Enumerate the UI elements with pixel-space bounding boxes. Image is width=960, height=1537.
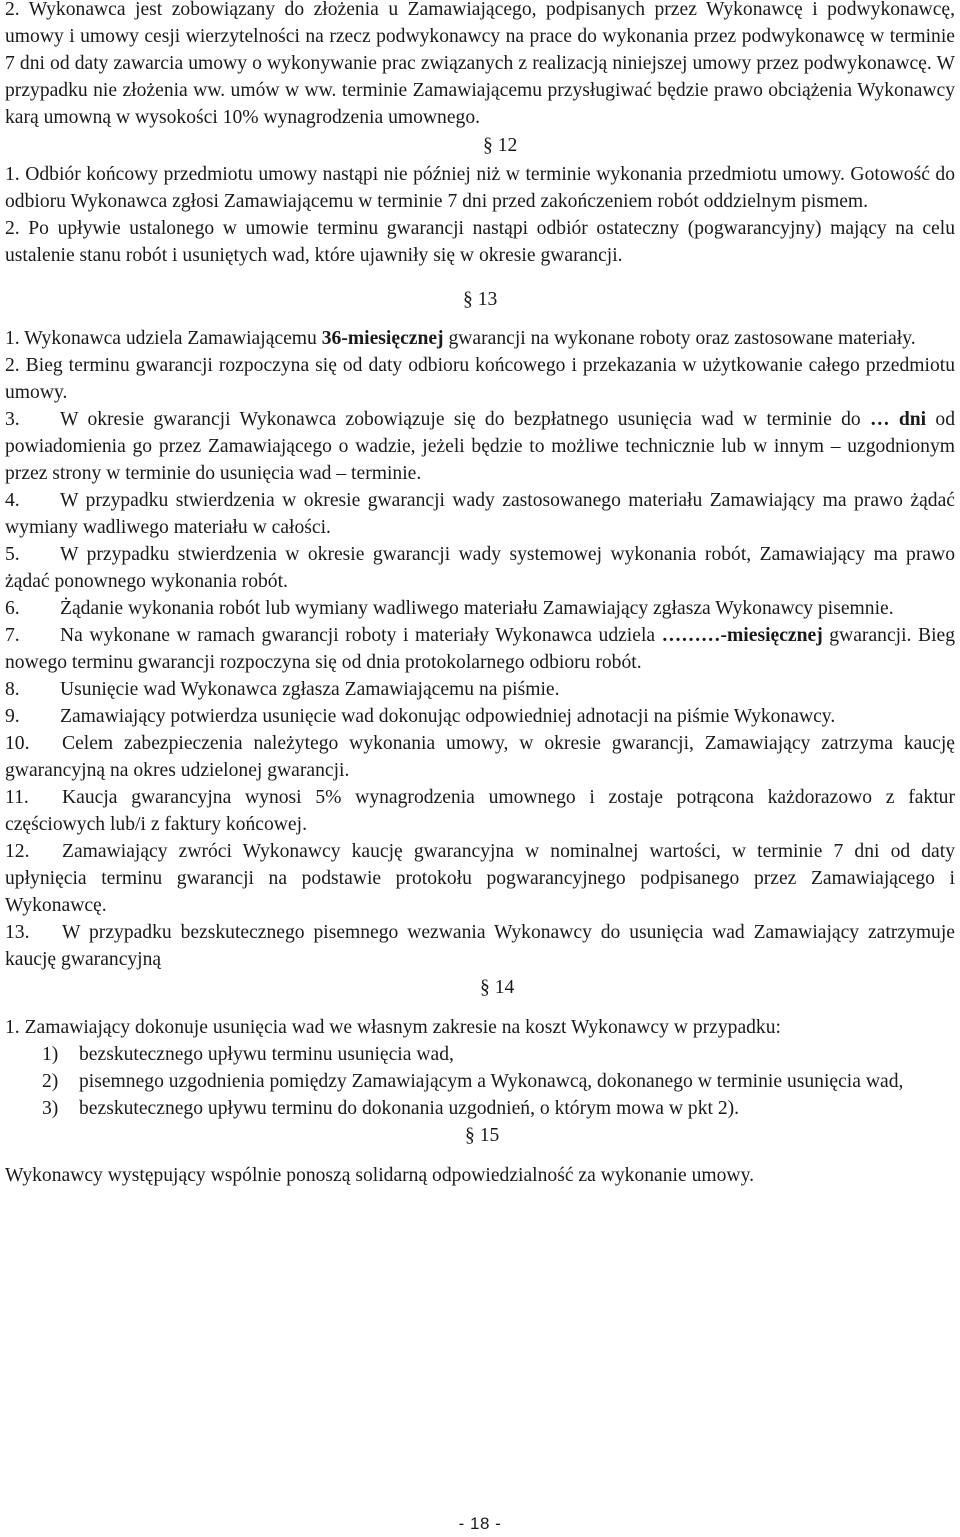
s13-item-3-text-a: W okresie gwarancji Wykonawca zobowiązuje się do bezpłatnego usunięcia wad w terminie do [60,409,870,430]
s12-item-1: 1. Odbiór końcowy przedmiotu umowy nastąpi nie później niż w terminie wykonania przedmiotu umowy. Gotowość do odbioru Wykonawca zgłosi Zamawiającemu w terminie 7 dni przed zakończeniem robót oddzielnym pismem. [5,164,955,212]
s13-item-11 [5,784,955,838]
s13-item-5 [5,541,955,595]
s13-item-6-text: Żądanie wykonania robót lub wymiany wadliwego materiału Zamawiający zgłasza Wykonawcy pisemnie. [60,598,894,619]
s14-case-2-num: 2) [42,1071,59,1092]
s13-item-4-text: W przypadku stwierdzenia w okresie gwarancji wady zastosowanego materiału Zamawiający ma prawo żądać wymiany wadliwego materiału w całości. [5,490,955,538]
s13-item-8 [5,676,955,703]
s13-item-2: 2. Bieg terminu gwarancji rozpoczyna się od daty odbioru końcowego i przekazania w użytkowanie całego przedmiotu umowy. [5,355,955,403]
s13-item-3-num: 3. [5,409,20,430]
list-item [5,1041,955,1068]
s13-item-6 [5,595,955,622]
list-item [5,1068,955,1095]
s14-case-3-num: 3) [42,1098,59,1119]
s13-item-3-text-b: od powiadomienia go przez Zamawiającego o wadzie, jeżeli będzie to możliwe technicznie lub w innym – uzgodnionym przez strony w terminie do usunięcia wad – terminie. [5,409,956,484]
s13-item-6-num: 6. [5,598,20,619]
s13-item-7-num: 7. [5,625,20,646]
page-number: - 18 - [458,1514,502,1533]
s13-item-1-text-b: gwarancji na wykonane roboty oraz zastosowane materiały. [443,328,916,349]
s13-item-12-text: Zamawiający zwróci Wykonawcy kaucję gwarancyjna w nominalnej wartości, w terminie 7 dni od daty upłynięcia terminu gwarancji na podstawie protokołu pogwarancyjnego podpisanego przez Zamawiającego i Wykonawcę. [5,841,955,916]
s13-item-5-text: W przypadku stwierdzenia w okresie gwarancji wady systemowej wykonania robót, Zamawiający ma prawo żądać ponownego wykonania robót. [5,544,955,592]
s13-item-10-text: Celem zabezpieczenia należytego wykonania umowy, w okresie gwarancji, Zamawiający zatrzyma kaucję gwarancyjną na okres udzielonej gwarancji. [5,733,955,781]
s13-item-11-num: 11. [5,787,29,808]
s13-item-3-days: … dni [869,409,927,430]
s13-item-13 [5,919,955,973]
s13-item-9-text: Zamawiający potwierdza usunięcie wad dokonując odpowiedniej adnotacji na piśmie Wykonawcy. [60,706,836,727]
s13-item-7-text-a: Na wykonane w ramach gwarancji roboty i materiały Wykonawca udziela [60,625,662,646]
s13-item-10 [5,730,955,784]
section-heading-15: § 15 [465,1125,500,1146]
section-heading-14: § 14 [480,977,515,998]
s12-item-2: 2. Po upływie ustalonego w umowie terminu gwarancji nastąpi odbiór ostateczny (pogwarancyjny) mający na celu ustalenie stanu robót i usuniętych wad, które ujawniły się w okresie gwarancji. [5,218,955,266]
s14-intro: 1. Zamawiający dokonuje usunięcia wad we własnym zakresie na koszt Wykonawcy w przypadku: [5,1017,781,1038]
section-heading-12: § 12 [483,135,518,156]
s13-item-9-num: 9. [5,706,20,727]
s13-item-1-text-a: 1. Wykonawca udziela Zamawiającemu [5,328,322,349]
s14-case-1-num: 1) [42,1044,59,1065]
s13-item-7-months-blank: ………-miesięcznej [661,625,823,646]
s13-item-13-num: 13. [5,922,30,943]
s13-item-11-text: Kaucja gwarancyjna wynosi 5% wynagrodzenia umownego i zostaje potrącona każdorazowo z faktur częściowych lub/i z faktury końcowej. [5,787,955,835]
s13-item-4-num: 4. [5,490,20,511]
s13-item-10-num: 10. [5,733,30,754]
s15-text: Wykonawcy występujący wspólnie ponoszą solidarną odpowiedzialność za wykonanie umowy. [5,1165,754,1186]
document-body [5,0,955,1189]
s13-item-12 [5,838,955,919]
s13-item-1 [5,325,955,352]
s13-item-13-text: W przypadku bezskutecznego pisemnego wezwania Wykonawcy do usunięcia wad Zamawiający zatrzymuje kaucję gwarancyjną [5,922,955,970]
s13-item-8-text: Usunięcie wad Wykonawca zgłasza Zamawiającemu na piśmie. [60,679,560,700]
s13-item-8-num: 8. [5,679,20,700]
s14-case-1-text: bezskutecznego upływu terminu usunięcia wad, [79,1044,454,1065]
s13-item-4 [5,487,955,541]
s14-case-3-text: bezskutecznego upływu terminu do dokonania uzgodnień, o którym mowa w pkt 2). [79,1098,740,1119]
list-item [5,1095,955,1122]
s13-item-7 [5,622,955,676]
s13-item-5-num: 5. [5,544,20,565]
s13-item-12-num: 12. [5,841,30,862]
paragraph-subcontractor-agreements: 2. Wykonawca jest zobowiązany do złożenia u Zamawiającego, podpisanych przez Wykonawcę i podwykonawcę, umowy i umowy cesji wierzytelności na rzecz podwykonawcy na prace do wykonania przez podwykonawcę w terminie 7 dni od daty zawarcia umowy o wykonywanie prac związanych z realizacją niniejszej umowy przez podwykonawcę. W przypadku nie złożenia ww. umów w ww. terminie Zamawiającemu przysługiwać będzie prawo obciążenia Wykonawcy karą umowną w wysokości 10% wynagrodzenia umownego. [5,0,955,128]
s13-item-9 [5,703,955,730]
s13-item-3 [5,406,955,487]
s14-case-2-text: pisemnego uzgodnienia pomiędzy Zamawiającym a Wykonawcą, dokonanego w terminie usunięcia wad, [79,1071,904,1092]
s14-case-list [5,1041,955,1122]
section-heading-13: § 13 [463,289,498,310]
s13-item-7-text-b: gwarancji. Bieg nowego terminu gwarancji rozpoczyna się od dnia protokolarnego odbioru robót. [5,625,956,673]
s13-item-1-warranty-months: 36-miesięcznej [321,328,444,349]
